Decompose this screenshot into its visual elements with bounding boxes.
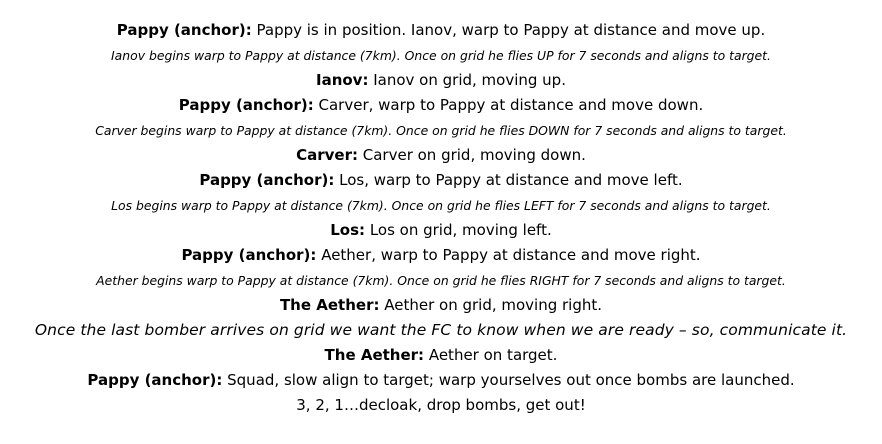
speaker-name: Pappy (anchor): [87,371,223,389]
stage-note: Carver begins warp to Pappy at distance (7km). Once on grid he flies DOWN for 7 seconds and aligns to target. [95,123,787,138]
dialogue-line [0,143,882,168]
dialogue-text: Carver, warp to Pappy at distance and move down. [313,96,704,114]
countdown-line: 3, 2, 1…decloak, drop bombs, get out! [296,396,586,414]
dialogue-line [0,368,882,393]
dialogue-text: Aether, warp to Pappy at distance and move right. [316,246,701,264]
speaker-name: The Aether: [279,296,380,314]
dialogue-line [0,218,882,243]
speaker-name: Pappy (anchor): [199,171,335,189]
stage-note: Ianov begins warp to Pappy at distance (7km). Once on grid he flies UP for 7 seconds and aligns to target. [111,48,771,63]
speaker-name: Pappy (anchor): [178,96,314,114]
dialogue-line [0,168,882,193]
speaker-name: Pappy (anchor): [181,246,317,264]
callout-line: Once the last bomber arrives on grid we want the FC to know when we are ready – so, communicate it. [34,321,848,339]
stage-note: Aether begins warp to Pappy at distance (7km). Once on grid he flies RIGHT for 7 seconds and aligns to target. [96,273,786,288]
dialogue-line [0,93,882,118]
dialogue-text: Carver on grid, moving down. [357,146,586,164]
stage-note: Los begins warp to Pappy at distance (7km). Once on grid he flies LEFT for 7 seconds and aligns to target. [111,198,771,213]
dialogue-line [0,68,882,93]
dialogue-text: Squad, slow align to target; warp yourselves out once bombs are launched. [222,371,795,389]
dialogue-text: Los, warp to Pappy at distance and move left. [334,171,683,189]
speaker-name: Pappy (anchor): [116,21,252,39]
dialogue-line [0,18,882,43]
dialogue-text: Ianov on grid, moving up. [368,71,566,89]
dialogue-text: Aether on grid, moving right. [379,296,603,314]
dialogue-line [0,293,882,318]
dialogue-text: Los on grid, moving left. [365,221,552,239]
speaker-name: Carver: [296,146,358,164]
speaker-name: Los: [330,221,366,239]
dialogue-line [0,243,882,268]
speaker-name: The Aether: [324,346,425,364]
dialogue-line [0,343,882,368]
dialogue-text: Pappy is in position. Ianov, warp to Pappy at distance and move up. [251,21,766,39]
dialogue-text: Aether on target. [424,346,558,364]
speaker-name: Ianov: [316,71,369,89]
